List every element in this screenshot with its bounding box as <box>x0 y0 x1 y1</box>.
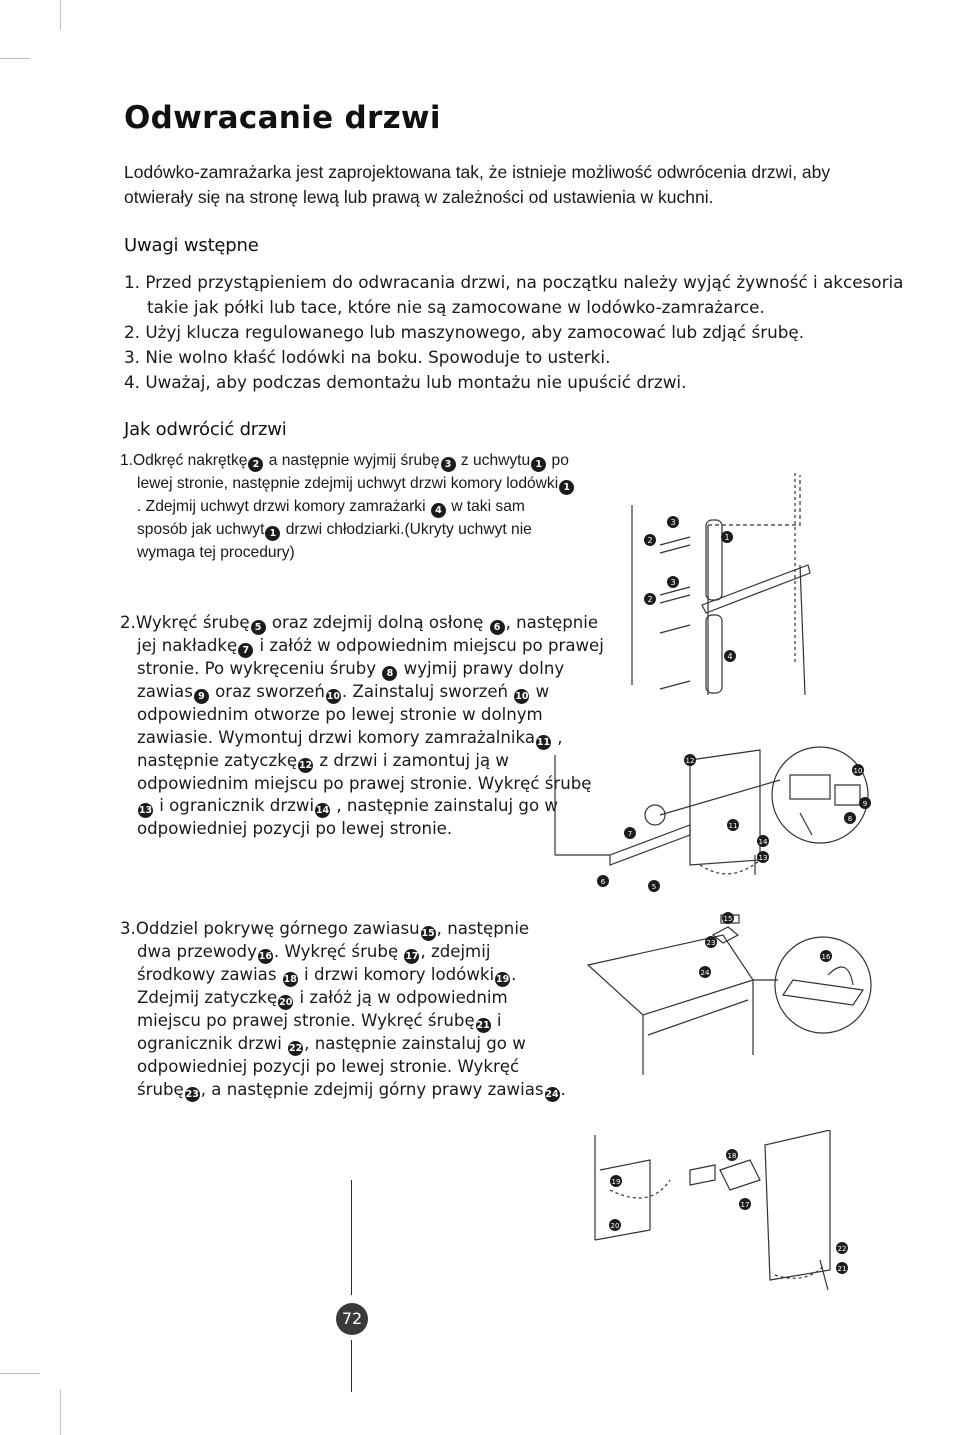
callout-badge: 10 <box>515 691 529 702</box>
callout-12: 12 <box>685 757 695 765</box>
preliminary-list <box>124 270 904 395</box>
callout-badge: 14 <box>315 805 330 816</box>
callout-8: 8 <box>847 815 853 823</box>
intro-paragraph: Lodówko-zamrażarka jest zaprojektowana tak, że istnieje możliwość odwrócenia drzwi, aby otwierały się na stronę lewą lub prawą w zależności od ustawienia w kuchni. <box>124 162 831 207</box>
figure-handles <box>630 465 820 695</box>
figure-top-hinge <box>583 905 883 1085</box>
callout-badge: 8 <box>382 666 397 681</box>
list-item: 4. Uważaj, aby podczas demontażu lub montażu nie upuścić drzwi. <box>124 372 687 392</box>
step-text: w odpowiednim otworze po lewej stronie w dolnym zawiasie. Wymontuj drzwi komory zamrażalnika <box>137 682 550 747</box>
callout-2: 2 <box>647 536 653 545</box>
step-text: Oddziel pokrywę górnego zawiasu <box>135 919 420 938</box>
list-item: 1. Przed przystąpieniem do odwracania drzwi, na początku należy wyjąć żywność i akcesoria takie jak półki lub tace, które nie są zamocowane w lodówko-zamrażarce. <box>124 272 904 317</box>
callout-badge: 23 <box>185 1088 199 1100</box>
step-text: . Wykręć śrubę <box>273 942 404 961</box>
step-text: . Zainstaluj sworzeń <box>341 682 514 701</box>
step-text: , zdejmij środkowy zawias <box>137 942 491 984</box>
callout-badge: 18 <box>283 974 297 985</box>
step-text: , następnie zainstaluj go w odpowiedniej pozycji po lewej stronie. Wykręć śrubę <box>137 1034 526 1099</box>
callout-15: 15 <box>723 915 733 923</box>
callout-11: 11 <box>728 822 738 830</box>
step-text: i załóż w odpowiednim miejscu po prawej stronie. Po wykręceniu śruby <box>137 636 604 678</box>
callout-badge: 9 <box>194 689 209 704</box>
step-text: oraz zdejmij dolną osłonę <box>266 613 489 632</box>
callout-badge: 20 <box>279 997 293 1008</box>
footer-rule <box>351 1180 352 1295</box>
callout-badge: 13 <box>138 805 153 816</box>
callout-23: 23 <box>706 939 716 947</box>
step-text: , następnie zainstaluj go w odpowiedniej pozycji po lewej stronie. <box>137 796 558 838</box>
section-heading-howto: Jak odwrócić drzwi <box>124 419 287 440</box>
callout-4: 4 <box>727 652 733 661</box>
crop-mark <box>60 0 61 30</box>
callout-22: 22 <box>837 1245 847 1253</box>
step-text: , następnie dwa przewody <box>137 919 530 961</box>
crop-mark <box>0 1373 40 1374</box>
callout-9: 9 <box>862 800 868 808</box>
callout-badge: 11 <box>536 736 551 748</box>
section-heading-preliminary: Uwagi wstępne <box>124 235 259 256</box>
callout-badge: 21 <box>476 1020 490 1031</box>
callout-14: 14 <box>758 838 768 846</box>
step-text: a następnie wyjmij śrubę <box>264 452 440 469</box>
callout-badge: 24 <box>545 1088 559 1100</box>
step-text: , następnie zatyczkę <box>137 727 563 770</box>
step-text: drzwi chłodziarki.(Ukryty uchwyt nie wymaga tej procedury) <box>137 521 532 561</box>
callout-badge: 22 <box>289 1043 303 1054</box>
callout-1: 1 <box>724 533 730 542</box>
step-text: wyjmij prawy dolny zawias <box>137 659 565 701</box>
step-text: i drzwi komory lodówki <box>298 965 495 984</box>
list-item: 2. Użyj klucza regulowanego lub maszynowego, aby zamocować lub zdjąć śrubę. <box>124 322 805 342</box>
list-item: 3. Nie wolno kłaść lodówki na boku. Spowoduje to usterki. <box>124 347 611 367</box>
callout-5: 5 <box>651 883 657 891</box>
callout-badge: 15 <box>421 928 435 939</box>
callout-21: 21 <box>837 1265 847 1273</box>
page-number: 72 <box>336 1303 368 1335</box>
step-2 <box>120 612 607 841</box>
callout-3: 3 <box>670 518 676 527</box>
step-number: 1. <box>120 452 134 469</box>
callout-2: 2 <box>647 595 653 604</box>
callout-badge: 19 <box>495 974 510 985</box>
callout-badge: 4 <box>431 503 446 518</box>
callout-17: 17 <box>740 1201 750 1209</box>
step-number: 2. <box>120 613 136 632</box>
callout-10: 10 <box>853 767 863 775</box>
step-1 <box>120 449 577 564</box>
callout-badge: 1 <box>531 457 546 472</box>
callout-badge: 10 <box>326 691 341 702</box>
callout-6: 6 <box>600 878 606 886</box>
step-3 <box>120 918 567 1102</box>
callout-badge: 6 <box>490 620 505 635</box>
callout-24: 24 <box>700 969 710 977</box>
step-text: i ogranicznik drzwi <box>154 796 315 815</box>
figure-middle-hinge <box>590 1130 870 1300</box>
step-text: , następnie jej nakładkę <box>137 613 599 655</box>
callout-18: 18 <box>727 1152 737 1160</box>
callout-badge: 2 <box>248 457 263 472</box>
callout-badge: 7 <box>238 643 253 658</box>
step-text: Odkręć nakrętkę <box>133 452 248 469</box>
step-text: . Zdejmij zatyczkę <box>137 965 517 1007</box>
callout-19: 19 <box>611 1178 621 1186</box>
callout-20: 20 <box>610 1222 620 1230</box>
step-text: i załóż ją w odpowiednim miejscu po prawej stronie. Wykręć śrubę <box>137 988 508 1030</box>
callout-13: 13 <box>758 854 768 862</box>
callout-badge: 3 <box>441 457 456 472</box>
callout-badge: 5 <box>251 620 266 635</box>
step-text: Wykręć śrubę <box>135 613 250 632</box>
step-text: po lewej stronie, następnie zdejmij uchwyt drzwi komory lodówki <box>137 452 569 492</box>
step-text: , a następnie zdejmij górny prawy zawias <box>200 1079 544 1099</box>
figure-bottom-hinge <box>550 745 880 895</box>
callout-badge: 16 <box>258 951 273 962</box>
callout-badge: 17 <box>405 951 419 962</box>
callout-badge: 12 <box>298 759 313 771</box>
step-text: oraz sworzeń <box>209 682 325 701</box>
step-text: . Zdejmij uchwyt drzwi komory zamrażarki <box>137 498 430 515</box>
footer-rule <box>351 1340 352 1392</box>
step-text: i ogranicznik drzwi <box>137 1011 502 1053</box>
step-number: 3. <box>120 919 136 938</box>
callout-7: 7 <box>627 830 633 838</box>
step-text: . <box>560 1079 566 1099</box>
callout-badge: 1 <box>559 480 574 495</box>
page-title: Odwracanie drzwi <box>124 100 441 136</box>
step-text: z uchwytu <box>456 452 531 469</box>
crop-mark <box>0 58 30 59</box>
callout-3: 3 <box>670 578 676 587</box>
step-text: w taki sam sposób jak uchwyt <box>137 498 525 538</box>
callout-badge: 1 <box>265 526 280 541</box>
callout-16: 16 <box>821 953 831 961</box>
step-text: z drzwi i zamontuj ją w odpowiednim miejscu po prawej stronie. Wykręć śrubę <box>137 750 592 793</box>
crop-mark <box>60 1390 61 1435</box>
